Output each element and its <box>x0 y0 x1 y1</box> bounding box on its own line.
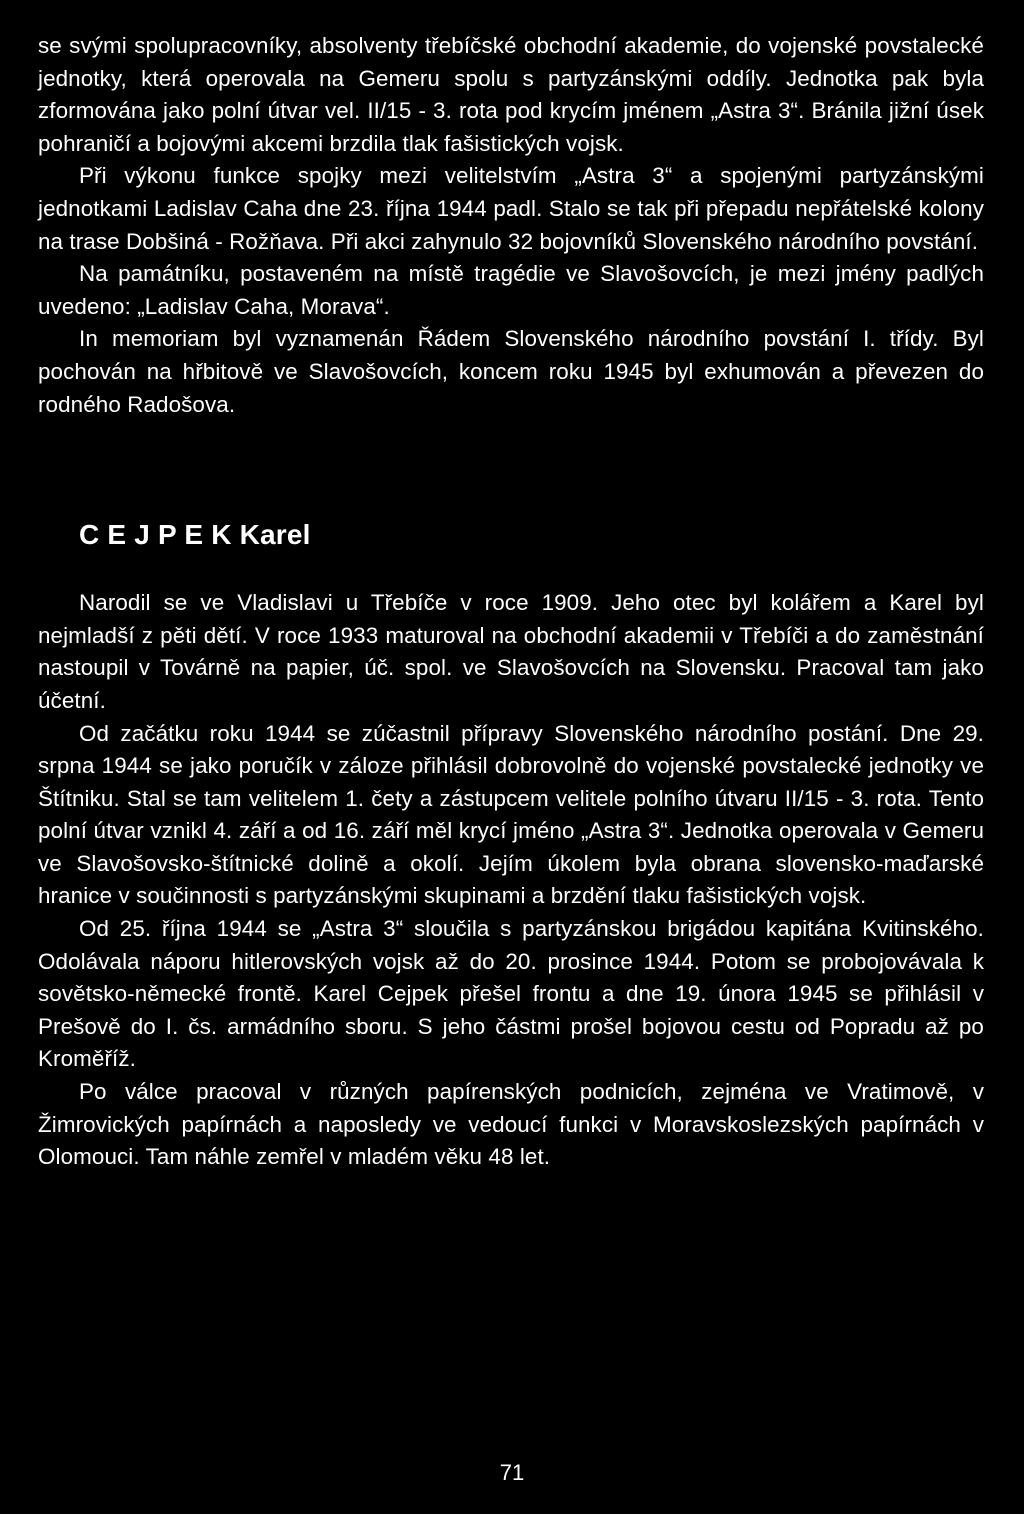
section-cejpek <box>38 515 984 1174</box>
page-number: 71 <box>499 1460 525 1485</box>
paragraph: Při výkonu funkce spojky mezi velitelstvím „Astra 3“ a spojenými partyzánskými jednotkami Ladislav Caha dne 23. října 1944 padl. Stalo se tak při přepadu nepřátelské kolony na trase Dobšiná - Rožňava. Při akci zahynulo 32 bojovníků Slovenského národního povstání. <box>38 163 984 254</box>
page-content <box>38 30 984 1174</box>
paragraph: Na památníku, postaveném na místě tragédie ve Slavošovcích, je mezi jmény padlých uvedeno: „Ladislav Caha, Morava“. <box>38 261 984 319</box>
paragraph: Od začátku roku 1944 se zúčastnil přípravy Slovenského národního postání. Dne 29. srpna 1944 se jako poručík v záloze přihlásil dobrovolně do vojenské povstalecké jednotky ve Štítniku. Stal se tam velitelem 1. čety a zástupcem velitele polního útvaru II/15 - 3. rota. Tento polní útvar vznikl 4. září a od 16. září měl krycí jméno „Astra 3“. Jednotka operovala v Gemeru ve Slavošovsko-štítnické dolině a okolí. Jejím úkolem byla obrana slovensko-maďarské hranice v součinnosti s partyzánskými skupinami a brzdění tlaku fašistických vojsk. <box>38 720 984 909</box>
paragraph: Narodil se ve Vladislavi u Třebíče v roce 1909. Jeho otec byl kolářem a Karel byl nejmladší z pěti dětí. V roce 1933 maturoval na obchodní akademii v Třebíči a do zaměstnání nastoupil v Továrně na papier, úč. spol. ve Slavošovcích na Slovensku. Pracoval tam jako účetní. <box>38 590 984 713</box>
paragraph: se svými spolupracovníky, absolventy třebíčské obchodní akademie, do vojenské povstalecké jednotky, která operovala na Gemeru spolu s partyzánskými oddíly. Jednotka pak byla zformována jako polní útvar vel. II/15 - 3. rota pod krycím jménem „Astra 3“. Bránila jižní úsek pohraničí a bojovými akcemi brzdila tlak fašistických vojsk. <box>38 33 984 156</box>
section-caha-continuation <box>38 30 984 421</box>
paragraph: Od 25. října 1944 se „Astra 3“ sloučila s partyzánskou brigádou kapitána Kvitinského. Odolávala náporu hitlerovských vojsk až do 20. prosince 1944. Potom se probojovávala k sovětsko-německé frontě. Karel Cejpek přešel frontu a dne 19. února 1945 se přihlásil v Prešově do I. čs. armádního sboru. S jeho částmi prošel bojovou cestu od Popradu až po Kroměříž. <box>38 916 984 1072</box>
paragraph: In memoriam byl vyznamenán Řádem Slovenského národního povstání I. třídy. Byl pochován na hřbitově ve Slavošovcích, koncem roku 1945 byl exhumován a převezen do rodného Radošova. <box>38 326 984 417</box>
section-heading: C E J P E K Karel <box>79 519 311 551</box>
paragraph: Po válce pracoval v různých papírenských podnicích, zejména ve Vratimově, v Žimrovických papírnách a naposledy ve vedoucí funkci v Moravskoslezských papírnách v Olomouci. Tam náhle zemřel v mladém věku 48 let. <box>38 1079 984 1170</box>
